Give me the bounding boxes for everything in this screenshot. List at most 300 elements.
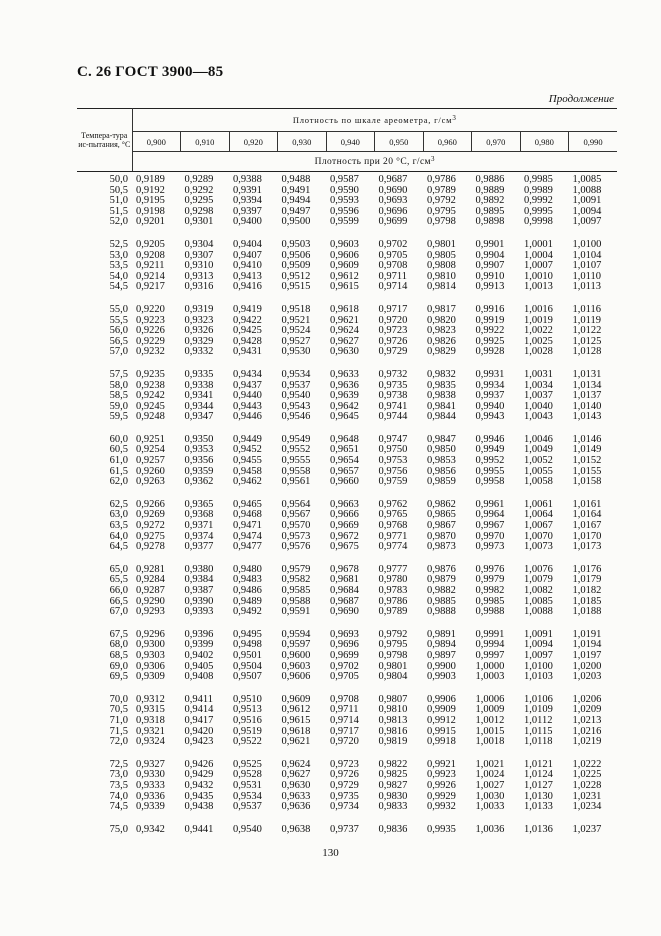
density-cell: 1,0173 (572, 541, 602, 553)
density-column-header: 0,950 (375, 132, 424, 152)
density-cell: 0,9306 (136, 660, 165, 672)
density-cell: 1,0200 (572, 660, 602, 672)
density-cell: 0,9690 (330, 606, 359, 618)
density-cell: 0,9295 (184, 195, 214, 207)
density-cell: 0,9303 (136, 649, 165, 661)
density-cell: 1,0025 (524, 335, 553, 347)
density-cell: 0,9630 (281, 779, 311, 791)
density-cell: 0,9795 (427, 205, 456, 217)
density-cell: 0,9801 (378, 660, 408, 672)
density-cell: 1,0022 (524, 325, 553, 337)
density-cell: 1,0007 (524, 260, 553, 272)
density-cell: 0,9862 (427, 498, 456, 510)
density-cell: 0,9468 (233, 509, 262, 521)
density-cell: 0,9882 (427, 585, 456, 596)
density-cell: 0,9992 (524, 195, 553, 207)
density-cell: 0,9284 (136, 574, 165, 586)
density-cell: 0,9365 (184, 498, 214, 510)
density-cell: 0,9814 (427, 281, 456, 293)
density-cell: 0,9820 (427, 314, 456, 326)
density-cell: 0,9335 (184, 368, 214, 380)
density-cell: 0,9582 (281, 574, 311, 586)
density-cell: 0,9744 (378, 411, 408, 423)
density-cell: 1,0116 (572, 303, 601, 315)
density-cell: 0,9567 (281, 509, 311, 521)
density-cell: 0,9524 (281, 325, 311, 337)
density-cell: 1,0113 (572, 281, 601, 293)
density-cell: 1,0000 (475, 660, 505, 672)
density-cell: 0,9558 (281, 465, 311, 477)
group-spacer-cell (77, 553, 617, 565)
density-cell: 1,0015 (475, 725, 505, 737)
density-cell: 1,0119 (572, 314, 601, 326)
temperature-cell: 62,0 (109, 476, 128, 488)
density-cell: 0,9859 (427, 476, 456, 488)
density-cell: 0,9702 (378, 238, 408, 250)
density-cell: 0,9441 (184, 823, 214, 835)
density-cell: 1,0006 (475, 693, 505, 705)
temperature-cell: 75,0 (109, 823, 128, 835)
page-number: 130 (322, 847, 339, 859)
density-cell: 0,9841 (427, 400, 456, 412)
density-cell: 0,9356 (184, 455, 214, 467)
density-cell: 1,0176 (572, 563, 602, 575)
density-cell: 0,9891 (427, 628, 456, 640)
density-cell: 0,9926 (427, 779, 456, 791)
density-cell: 0,9627 (281, 769, 311, 781)
density-cell: 0,9976 (475, 563, 505, 575)
density-cell: 1,0021 (475, 758, 505, 770)
temperature-cell: 65,0 (109, 563, 128, 575)
density-cell: 0,9189 (136, 174, 165, 185)
temperature-cell: 63,5 (109, 520, 128, 532)
density-cell: 0,9906 (427, 693, 456, 705)
density-cell: 0,9323 (184, 314, 214, 326)
density-cell: 1,0027 (475, 779, 505, 791)
density-cell: 0,9474 (233, 530, 262, 542)
group-spacer (77, 618, 617, 630)
density-cell: 0,9435 (184, 790, 214, 802)
density-cell: 0,9615 (330, 281, 359, 293)
density-cell: 1,0222 (572, 758, 602, 770)
density-cell: 0,9734 (330, 801, 359, 813)
density-cell: 0,9774 (378, 541, 408, 553)
temperature-cell: 64,5 (109, 541, 128, 553)
density-cell: 0,9275 (136, 530, 165, 542)
density-cell: 0,9546 (281, 411, 311, 423)
density-cell: 0,9696 (378, 205, 408, 217)
density-cell: 0,9416 (233, 281, 262, 293)
density-cell: 0,9714 (330, 714, 359, 726)
density-cell: 0,9248 (136, 411, 165, 423)
density-cell: 0,9426 (184, 758, 214, 770)
density-cell: 0,9922 (475, 325, 505, 337)
density-cell: 0,9798 (378, 649, 408, 661)
density-cell: 0,9579 (281, 563, 311, 575)
density-cell: 0,9654 (330, 455, 359, 467)
density-cell: 1,0122 (572, 325, 602, 337)
density-table (77, 108, 617, 835)
density-cell: 0,9865 (427, 509, 456, 521)
density-cell: 0,9973 (475, 541, 505, 553)
density-cell: 0,9762 (378, 498, 408, 510)
density-cell: 0,9879 (427, 574, 456, 586)
density-cell: 0,9393 (184, 606, 214, 618)
density-cell: 0,9672 (330, 530, 359, 542)
density-cell: 0,9747 (378, 433, 408, 445)
table-row (77, 370, 617, 381)
table-row (77, 802, 617, 813)
density-cell: 0,9929 (427, 790, 456, 802)
density-20c-unit-exponent: 3 (430, 154, 435, 163)
density-cell: 0,9423 (184, 736, 214, 748)
density-cell: 0,9988 (475, 606, 505, 618)
density-cell: 0,9516 (233, 714, 262, 726)
density-cell: 0,9205 (136, 238, 165, 250)
density-cell: 0,9455 (233, 455, 262, 467)
density-cell: 0,9886 (475, 174, 505, 185)
density-cell: 0,9289 (184, 174, 214, 185)
density-column-header: 0,910 (181, 132, 230, 152)
group-spacer (77, 748, 617, 760)
density-cell: 1,0046 (524, 433, 553, 445)
density-cell: 0,9217 (136, 281, 165, 293)
density-cell: 0,9419 (233, 303, 262, 315)
density-cell: 0,9759 (378, 476, 408, 488)
density-cell: 0,9693 (378, 195, 408, 207)
density-cell: 0,9318 (136, 714, 165, 726)
density-cell: 0,9422 (233, 314, 262, 326)
density-cell: 0,9633 (330, 368, 359, 380)
density-cell: 0,9390 (184, 595, 214, 607)
density-cell: 0,9910 (475, 270, 505, 282)
temperature-cell: 73,5 (109, 779, 128, 791)
density-cell: 1,0149 (572, 444, 602, 456)
temperature-cell: 52,0 (109, 216, 128, 228)
density-cell: 0,9522 (233, 736, 262, 748)
density-cell: 0,9714 (378, 281, 408, 293)
density-cell: 0,9738 (378, 390, 408, 402)
density-cell: 0,9549 (281, 433, 311, 445)
density-cell: 0,9413 (233, 270, 262, 282)
temperature-cell: 70,5 (109, 704, 128, 716)
density-cell: 1,0088 (524, 606, 553, 618)
density-cell: 0,9660 (330, 476, 359, 488)
density-cell: 1,0058 (524, 476, 553, 488)
density-cell: 0,9513 (233, 704, 262, 716)
density-column-header: 0,940 (326, 132, 375, 152)
density-cell: 0,9723 (378, 325, 408, 337)
density-cell: 0,9627 (330, 335, 359, 347)
density-cell: 0,9480 (233, 563, 262, 575)
density-cell: 0,9287 (136, 585, 165, 596)
density-cell: 0,9290 (136, 595, 165, 607)
density-cell: 0,9353 (184, 444, 214, 456)
temperature-cell: 55,0 (109, 303, 128, 315)
density-cell: 0,9699 (330, 649, 359, 661)
density-cell: 0,9307 (184, 249, 214, 261)
density-cell: 0,9245 (136, 400, 165, 412)
density-cell: 0,9527 (281, 335, 311, 347)
temperature-cell: 68,5 (109, 649, 128, 661)
density-cell: 0,9333 (136, 779, 165, 791)
temperature-cell: 68,0 (109, 639, 128, 651)
density-cell: 0,9830 (378, 790, 408, 802)
density-cell: 1,0110 (572, 270, 601, 282)
density-cell: 0,9624 (281, 758, 311, 770)
density-cell: 0,9624 (330, 325, 359, 337)
density-cell: 0,9402 (184, 649, 214, 661)
density-cell: 0,9985 (475, 595, 505, 607)
density-cell: 0,9870 (427, 530, 456, 542)
density-cell: 0,9362 (184, 476, 214, 488)
temperature-cell: 59,0 (109, 400, 128, 412)
density-column-header: 0,900 (132, 132, 181, 152)
density-cell: 0,9573 (281, 530, 311, 542)
density-cell: 0,9925 (475, 335, 505, 347)
density-cell: 1,0055 (524, 465, 553, 477)
density-cell: 0,9410 (233, 260, 262, 272)
density-cell: 0,9989 (524, 184, 553, 196)
density-cell: 0,9458 (233, 465, 262, 477)
temperature-cell: 61,5 (109, 465, 128, 477)
density-cell: 0,9687 (330, 595, 359, 607)
density-cell: 0,9690 (378, 184, 408, 196)
density-cell: 0,9750 (378, 444, 408, 456)
density-cell: 0,9296 (136, 628, 165, 640)
density-cell: 0,9898 (475, 216, 505, 228)
density-cell: 1,0216 (572, 725, 602, 737)
density-cell: 1,0121 (524, 758, 553, 770)
density-cell: 0,9825 (378, 769, 408, 781)
density-cell: 0,9892 (475, 195, 505, 207)
density-cell: 0,9915 (427, 725, 456, 737)
temperature-cell: 58,0 (109, 379, 128, 391)
density-cell: 0,9552 (281, 444, 311, 456)
density-cell: 0,9810 (378, 704, 408, 716)
density-cell: 0,9223 (136, 314, 165, 326)
density-cell: 1,0076 (524, 563, 553, 575)
density-cell: 0,9497 (281, 205, 311, 217)
density-cell: 1,0146 (572, 433, 602, 445)
density-cell: 0,9904 (475, 249, 505, 261)
temperature-cell: 72,0 (109, 736, 128, 748)
density-cell: 0,9428 (233, 335, 262, 347)
density-cell: 0,9257 (136, 455, 165, 467)
density-cell: 0,9534 (233, 790, 262, 802)
density-cell: 0,9494 (281, 195, 311, 207)
density-cell: 0,9278 (136, 541, 165, 553)
density-cell: 0,9813 (378, 714, 408, 726)
density-cell: 0,9684 (330, 585, 359, 596)
density-cell: 0,9777 (378, 563, 408, 575)
density-cell: 0,9235 (136, 368, 165, 380)
density-cell: 0,9319 (184, 303, 214, 315)
temperature-cell: 69,5 (109, 671, 128, 683)
density-cell: 0,9420 (184, 725, 214, 737)
density-cell: 0,9518 (281, 303, 311, 315)
density-cell: 0,9384 (184, 574, 214, 586)
density-cell: 1,0136 (524, 823, 553, 835)
density-cell: 0,9371 (184, 520, 214, 532)
density-cell: 1,0085 (572, 174, 602, 185)
density-cell: 0,9195 (136, 195, 165, 207)
density-cell: 0,9251 (136, 433, 165, 445)
density-cell: 0,9397 (233, 205, 262, 217)
density-cell: 1,0004 (524, 249, 553, 261)
density-cell: 0,9400 (233, 216, 262, 228)
temperature-cell: 69,0 (109, 660, 128, 672)
density-cell: 0,9810 (427, 270, 456, 282)
density-cell: 0,9885 (427, 595, 456, 607)
density-cell: 0,9309 (136, 671, 165, 683)
density-cell: 0,9417 (184, 714, 214, 726)
continuation-label: Продолжение (548, 93, 614, 105)
density-cell: 0,9483 (233, 574, 262, 586)
density-cell: 0,9543 (281, 400, 311, 412)
density-cell: 0,9438 (184, 801, 214, 813)
temperature-cell: 73,0 (109, 769, 128, 781)
density-cell: 0,9934 (475, 379, 505, 391)
density-cell: 0,9729 (330, 779, 359, 791)
density-cell: 1,0097 (572, 216, 602, 228)
density-cell: 0,9657 (330, 465, 359, 477)
density-cell: 0,9298 (184, 205, 214, 217)
density-cell: 1,0161 (572, 498, 602, 510)
density-cell: 1,0209 (572, 704, 602, 716)
density-cell: 1,0030 (475, 790, 505, 802)
density-cell: 0,9991 (475, 628, 505, 640)
table-row (77, 607, 617, 618)
density-cell: 0,9429 (184, 769, 214, 781)
density-cell: 0,9300 (136, 639, 165, 651)
density-cell: 0,9304 (184, 238, 214, 250)
density-cell: 0,9783 (378, 585, 408, 596)
density-cell: 1,0031 (524, 368, 553, 380)
density-cell: 1,0237 (572, 823, 602, 835)
density-cell: 0,9895 (475, 205, 505, 217)
density-cell: 1,0003 (475, 671, 505, 683)
temperature-cell: 53,0 (109, 249, 128, 261)
density-cell: 0,9792 (427, 195, 456, 207)
density-cell: 0,9465 (233, 498, 262, 510)
table-row (77, 172, 617, 186)
density-cell: 0,9449 (233, 433, 262, 445)
density-cell: 0,9786 (378, 595, 408, 607)
density-cell: 0,9648 (330, 433, 359, 445)
density-cell: 0,9705 (330, 671, 359, 683)
density-cell: 1,0067 (524, 520, 553, 532)
temperature-cell: 59,5 (109, 411, 128, 423)
density-cell: 0,9425 (233, 325, 262, 337)
density-cell: 0,9844 (427, 411, 456, 423)
density-cell: 1,0070 (524, 530, 553, 542)
density-column-header: 0,980 (520, 132, 569, 152)
density-cell: 1,0085 (524, 595, 553, 607)
density-cell: 0,9696 (330, 639, 359, 651)
density-cell: 0,9897 (427, 649, 456, 661)
density-cell: 0,9387 (184, 585, 214, 596)
table-row (77, 716, 617, 727)
density-cell: 1,0191 (572, 628, 602, 640)
table-row (77, 672, 617, 683)
density-header-row (77, 132, 617, 152)
temperature-header: Темпера-тура ис-пытания, °С (77, 109, 132, 172)
density-cell: 0,9705 (378, 249, 408, 261)
density-cell: 1,0118 (524, 736, 553, 748)
density-cell: 0,9889 (475, 184, 505, 196)
density-cell: 0,9591 (281, 606, 311, 618)
density-cell: 0,9780 (378, 574, 408, 586)
density-cell: 1,0001 (524, 238, 553, 250)
density-column-header: 0,990 (583, 136, 603, 147)
density-cell: 1,0128 (572, 346, 602, 358)
temperature-cell: 71,5 (109, 725, 128, 737)
density-cell: 0,9873 (427, 541, 456, 553)
density-cell: 1,0185 (572, 595, 602, 607)
density-cell: 0,9717 (330, 725, 359, 737)
density-cell: 0,9404 (233, 238, 262, 250)
density-cell: 0,9211 (136, 260, 165, 272)
density-cell: 0,9540 (281, 390, 311, 402)
density-cell: 1,0197 (572, 649, 602, 661)
density-cell: 1,0106 (524, 693, 553, 705)
density-cell: 0,9639 (330, 390, 359, 402)
temperature-cell: 66,5 (109, 595, 128, 607)
table-row (77, 217, 617, 228)
density-cell: 1,0182 (572, 585, 602, 596)
density-cell: 0,9937 (475, 390, 505, 402)
density-cell: 1,0219 (572, 736, 602, 748)
temperature-cell: 65,5 (109, 574, 128, 586)
density-cell: 0,9903 (427, 671, 456, 683)
density-cell: 0,9765 (378, 509, 408, 521)
density-cell: 0,9923 (427, 769, 456, 781)
group-spacer-cell (77, 618, 617, 630)
density-cell: 0,9771 (378, 530, 408, 542)
density-cell: 0,9603 (330, 238, 359, 250)
density-cell: 0,9612 (330, 270, 359, 282)
density-cell: 0,9561 (281, 476, 311, 488)
density-cell: 0,9711 (330, 704, 359, 716)
density-cell: 0,9994 (475, 639, 505, 651)
density-cell: 0,9515 (281, 281, 311, 293)
density-cell: 0,9377 (184, 541, 214, 553)
density-cell: 0,9675 (330, 541, 359, 553)
density-cell: 0,9226 (136, 325, 165, 337)
density-cell: 0,9585 (281, 585, 311, 596)
density-column-header: 0,970 (472, 132, 521, 152)
temperature-cell: 60,0 (109, 433, 128, 445)
hydrometer-scale-header-text: Плотность по шкале ареометра, г/см (292, 115, 453, 125)
density-cell: 0,9835 (427, 379, 456, 391)
density-cell: 0,9633 (281, 790, 311, 802)
table-row (77, 737, 617, 748)
density-cell: 1,0082 (524, 585, 553, 596)
density-cell: 0,9503 (281, 238, 311, 250)
density-cell: 1,0079 (524, 574, 553, 586)
density-cell: 1,0100 (524, 660, 553, 672)
density-cell: 0,9594 (281, 628, 311, 640)
density-cell: 0,9932 (427, 801, 456, 813)
density-cell: 0,9741 (378, 400, 408, 412)
density-cell: 1,0137 (572, 390, 602, 402)
temperature-cell: 74,5 (109, 801, 128, 813)
density-cell: 0,9504 (233, 660, 262, 672)
density-cell: 0,9997 (475, 649, 505, 661)
density-cell: 1,0167 (572, 520, 602, 532)
density-cell: 1,0036 (475, 823, 505, 835)
